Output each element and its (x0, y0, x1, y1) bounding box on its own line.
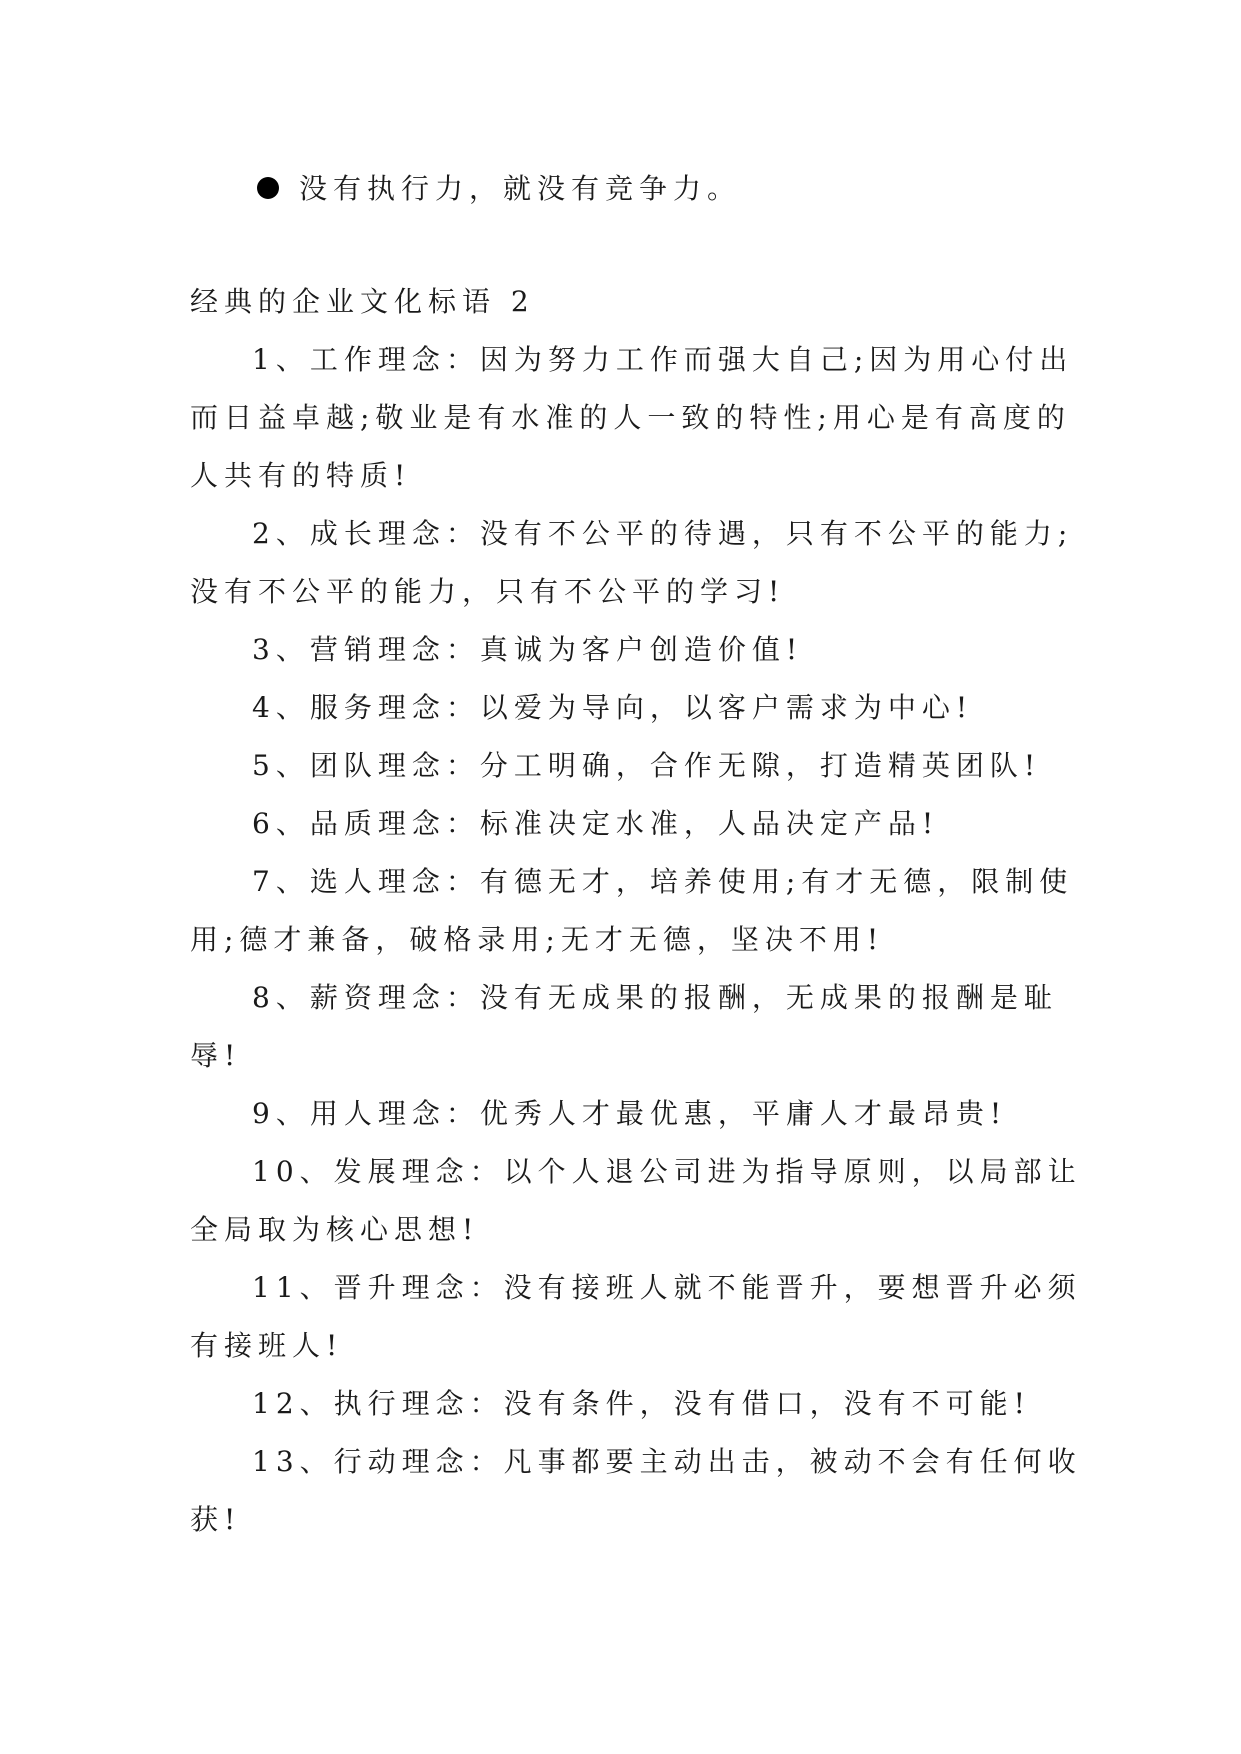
paragraph-line: 13、行动理念：凡事都要主动出击，被动不会有任何收 (252, 1445, 1082, 1478)
paragraph-line: 而日益卓越;敬业是有水准的人一致的特性;用心是有高度的 (190, 401, 1071, 434)
bullet-text: 没有执行力，就没有竞争力。 (299, 172, 742, 205)
paragraph-line: 9、用人理念：优秀人才最优惠，平庸人才最昂贵! (252, 1097, 1008, 1130)
paragraph-line: 全局取为核心思想! (190, 1213, 480, 1246)
paragraph (190, 969, 1058, 1085)
paragraph (190, 737, 1050, 795)
paragraph-line: 8、薪资理念：没有无成果的报酬，无成果的报酬是耻 (252, 981, 1058, 1014)
paragraph-line: 5、团队理念：分工明确，合作无隙，打造精英团队! (252, 749, 1042, 782)
paragraph-line: 12、执行理念：没有条件，没有借口，没有不可能! (252, 1387, 1031, 1420)
paragraph-line: 10、发展理念：以个人退公司进为指导原则，以局部让 (252, 1155, 1082, 1188)
paragraph-line: 辱! (190, 1039, 242, 1072)
paragraph-line: 获! (190, 1503, 242, 1536)
paragraph-line: 人共有的特质! (190, 459, 412, 492)
paragraph-line: 2、成长理念：没有不公平的待遇，只有不公平的能力; (252, 517, 1074, 550)
paragraph-line: 3、营销理念：真诚为客户创造价值! (252, 633, 804, 666)
paragraph-line: 没有不公平的能力，只有不公平的学习! (190, 575, 786, 608)
paragraph (190, 331, 1074, 505)
bullet-item (257, 160, 741, 218)
paragraph (190, 1085, 1050, 1143)
paragraph-line: 6、品质理念：标准决定水准，人品决定产品! (252, 807, 940, 840)
paragraph-line: 4、服务理念：以爱为导向，以客户需求为中心! (252, 691, 974, 724)
paragraph (190, 1259, 1082, 1375)
paragraph (190, 853, 1074, 969)
paragraph-line: 有接班人! (190, 1329, 344, 1362)
section-title: 经典的企业文化标语 2 (190, 285, 535, 318)
paragraph-line: 11、晋升理念：没有接班人就不能晋升，要想晋升必须 (252, 1271, 1082, 1304)
paragraph (190, 795, 1050, 853)
paragraph-line: 7、选人理念：有德无才，培养使用;有才无德，限制使 (252, 865, 1074, 898)
paragraph (190, 505, 1074, 621)
paragraph (190, 621, 1050, 679)
paragraph (190, 1143, 1082, 1259)
paragraph (190, 1433, 1082, 1549)
bullet-dot-icon (257, 177, 279, 199)
paragraph-line: 用;德才兼备，破格录用;无才无德，坚决不用! (190, 923, 885, 956)
paragraph-line: 1、工作理念：因为努力工作而强大自己;因为用心付出 (252, 343, 1074, 376)
document-body (190, 331, 1082, 1549)
paragraph (190, 679, 1050, 737)
paragraph (190, 1375, 1050, 1433)
